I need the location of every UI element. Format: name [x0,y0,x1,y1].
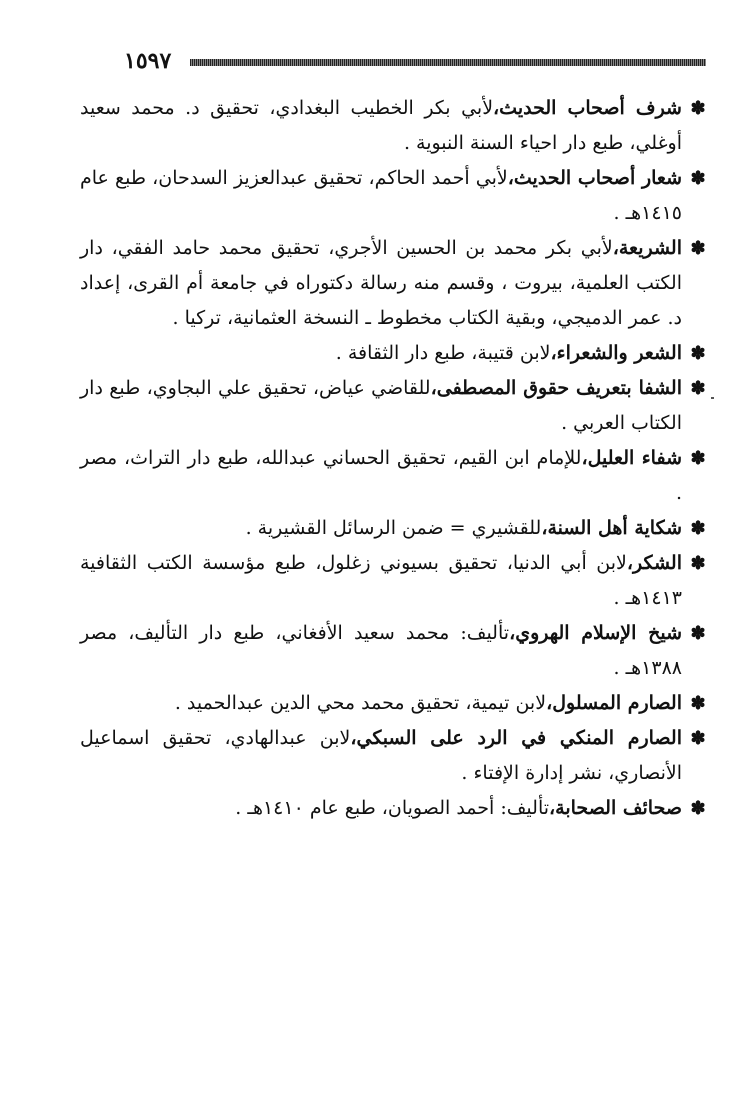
entry-description: تأليف: محمد سعيد الأفغاني، طبع دار التأليف، مصر ١٣٨٨هـ . [80,622,682,679]
bibliography-entry [80,686,710,721]
page-number: ١٥٩٧ [124,48,172,74]
page-header [118,48,706,74]
entry-title: الشكر، [626,552,682,574]
bibliography-entry [80,721,710,791]
bullet-star-icon: ✽ [690,518,706,539]
bibliography-entry [80,231,710,336]
bullet-star-icon: ✽ [690,798,706,819]
bibliography-entry [80,441,710,511]
entry-title: الشريعة، [612,237,682,259]
entry-description: لأبي بكر محمد بن الحسين الأجري، تحقيق محمد حامد الفقي، دار الكتب العلمية، بيروت ، وقسم منه رسالة دكتوراه في جامعة أم القرى، إعداد د. عمر الدميجي، وبقية الكتاب مخطوط ـ النسخة العثمانية، تركيا . [80,237,682,329]
bibliography-entry [80,91,710,161]
entry-title: شرف أصحاب الحديث، [493,97,682,119]
entry-title: الشفا بتعريف حقوق المصطفى، [430,377,682,399]
entry-title: صحائف الصحابة، [549,797,682,819]
bullet-star-icon: ✽ [690,238,706,259]
bullet-star-icon: ✽ [690,168,706,189]
entry-description: تأليف: أحمد الصويان، طبع عام ١٤١٠هـ . [235,797,550,819]
bullet-star-icon: ✽ [690,728,706,749]
header-rule [190,59,706,66]
bullet-star-icon: ✽ [690,448,706,469]
bibliography-entry [80,161,710,231]
bibliography-entry [80,336,710,371]
bibliography-entry [80,791,710,826]
bibliography-entry [80,511,710,546]
entry-title: الشعر والشعراء، [550,342,682,364]
bullet-star-icon: ✽ [690,553,706,574]
bullet-star-icon: ✽ [690,343,706,364]
entry-description: للإمام ابن القيم، تحقيق الحساني عبدالله، طبع دار التراث، مصر . [80,447,682,504]
entry-description: لابن تيمية، تحقيق محمد محي الدين عبدالحميد . [174,692,547,714]
entry-title: الصارم المنكي في الرد على السبكي، [350,727,682,749]
entry-title: شيخ الإسلام الهروي، [509,622,682,644]
entry-description: لابن أبي الدنيا، تحقيق بسيوني زغلول، طبع مؤسسة الكتب الثقافية ١٤١٣هـ . [80,552,682,609]
bullet-star-icon: ✽ [690,623,706,644]
bibliography-entry [80,616,710,686]
entry-title: شكاية أهل السنة، [541,517,682,539]
entry-title: شعار أصحاب الحديث، [507,167,683,189]
bullet-star-icon: ✽ [690,693,706,714]
entry-description: للقشيري = ضمن الرسائل القشيرية . [245,517,542,539]
entry-title: الصارم المسلول، [546,692,682,714]
bibliography-entry [80,546,710,616]
entry-description: لأبي أحمد الحاكم، تحقيق عبدالعزيز السدحان، طبع عام ١٤١٥هـ . [80,167,682,224]
bullet-star-icon: ✽ [690,98,706,119]
entry-title: شفاء العليل، [581,447,682,469]
entry-description: لأبي بكر الخطيب البغدادي، تحقيق د. محمد سعيد أوغلي، طبع دار احياء السنة النبوية . [80,97,682,154]
entry-description: للقاضي عياض، تحقيق علي البجاوي، طبع دار الكتاب العربي . [80,377,682,434]
entry-description: لابن عبدالهادي، تحقيق اسماعيل الأنصاري، نشر إدارة الإفتاء . [80,727,682,784]
bullet-star-icon: ✽ [690,378,706,399]
bibliography-list [80,91,710,826]
bibliography-entry [80,371,710,441]
entry-description: لابن قتيبة، طبع دار الثقافة . [335,342,551,364]
margin-mark [711,397,714,399]
